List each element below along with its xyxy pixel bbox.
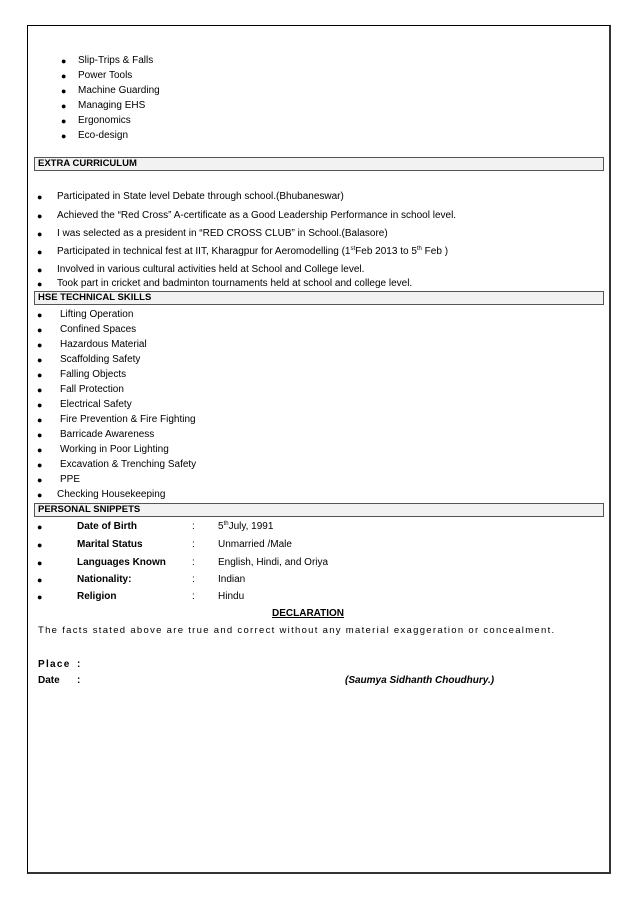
dob-rest: July, 1991 [228, 521, 274, 532]
bullet-icon: ● [37, 355, 43, 365]
bullet-icon: ● [37, 340, 43, 350]
list-item: Took part in cricket and badminton tournaments held at school and college level. [57, 278, 413, 289]
bullet-icon: ● [37, 415, 43, 425]
languages-label: Languages Known [77, 557, 166, 568]
dob-day: 5 [218, 521, 224, 532]
list-item: Checking Housekeeping [57, 489, 166, 500]
declaration-title: DECLARATION [272, 608, 345, 619]
list-item: Barricade Awareness [60, 429, 155, 440]
list-item: Power Tools [78, 70, 133, 81]
bullet-icon: ● [37, 211, 43, 221]
bullet-icon: ● [37, 385, 43, 395]
list-item: PPE [60, 474, 81, 485]
bullet-icon: ● [61, 101, 67, 111]
bullet-icon: ● [61, 71, 67, 81]
iit-suffix: Feb ) [421, 246, 449, 257]
list-item: Scaffolding Safety [60, 354, 141, 365]
section-heading-extra-curriculum: EXTRA CURRICULUM [34, 157, 604, 171]
bullet-icon: ● [37, 490, 43, 500]
bullet-icon: ● [37, 558, 43, 568]
separator-colon: : [192, 521, 195, 532]
date-label: Date [38, 675, 60, 686]
bullet-icon: ● [61, 56, 67, 66]
dob-sup: th [223, 521, 229, 527]
languages-value: English, Hindi, and Oriya [218, 557, 329, 568]
list-item: Machine Guarding [78, 85, 160, 96]
separator-colon: : [192, 574, 195, 585]
bullet-icon: ● [37, 575, 43, 585]
bullet-icon: ● [37, 370, 43, 380]
list-item: Falling Objects [60, 369, 127, 380]
list-item: Fire Prevention & Fire Fighting [60, 414, 196, 425]
bullet-icon: ● [37, 310, 43, 320]
religion-value: Hindu [218, 591, 245, 602]
dob-label: Date of Birth [77, 521, 137, 532]
list-item: Ergonomics [78, 115, 131, 126]
list-item: Involved in various cultural activities held at School and College level. [57, 264, 365, 275]
bullet-icon: ● [37, 475, 43, 485]
religion-label: Religion [77, 591, 117, 602]
bullet-icon: ● [37, 460, 43, 470]
iit-sup-1: st [350, 246, 356, 252]
bullet-icon: ● [37, 247, 43, 257]
bullet-icon: ● [37, 265, 43, 275]
bullet-icon: ● [37, 445, 43, 455]
bullet-icon: ● [37, 430, 43, 440]
dob-value [218, 521, 273, 533]
list-item: Confined Spaces [60, 324, 137, 335]
list-item: Fall Protection [60, 384, 124, 395]
section-heading-hse-skills: HSE TECHNICAL SKILLS [34, 291, 604, 305]
declaration-text: The facts stated above are true and correct without any material exaggeration or concealment. [38, 625, 556, 636]
marital-value: Unmarried /Male [218, 539, 292, 550]
iit-prefix: Participated in technical fest at IIT, Kharagpur for Aeromodelling (1 [57, 246, 351, 257]
bullet-icon: ● [37, 229, 43, 239]
bullet-icon: ● [37, 279, 43, 289]
section-heading-personal: PERSONAL SNIPPETS [34, 503, 604, 517]
marital-label: Marital Status [77, 539, 143, 550]
list-item: Working in Poor Lighting [60, 444, 169, 455]
list-item: Achieved the “Red Cross” A-certificate as a Good Leadership Performance in school level. [57, 210, 457, 221]
date-colon: : [77, 675, 81, 686]
list-item: Participated in State level Debate through school.(Bhubaneswar) [57, 191, 344, 202]
bullet-icon: ● [37, 592, 43, 602]
bullet-icon: ● [37, 400, 43, 410]
bullet-icon: ● [37, 522, 43, 532]
signature: (Saumya Sidhanth Choudhury.) [345, 675, 495, 686]
iit-middle: Feb 2013 to 5 [355, 246, 417, 257]
list-item: Electrical Safety [60, 399, 132, 410]
list-item-iit [57, 246, 448, 258]
bullet-icon: ● [37, 192, 43, 202]
nationality-label: Nationality: [77, 574, 132, 585]
nationality-value: Indian [218, 574, 246, 585]
bullet-icon: ● [61, 86, 67, 96]
list-item: Lifting Operation [60, 309, 134, 320]
place-colon: : [77, 659, 81, 670]
place-label: Place [38, 659, 71, 670]
list-item: Hazardous Material [60, 339, 147, 350]
list-item: Slip-Trips & Falls [78, 55, 154, 66]
bullet-icon: ● [37, 325, 43, 335]
separator-colon: : [192, 591, 195, 602]
list-item: Excavation & Trenching Safety [60, 459, 197, 470]
separator-colon: : [192, 539, 195, 550]
bullet-icon: ● [37, 540, 43, 550]
separator-colon: : [192, 557, 195, 568]
list-item: I was selected as a president in “RED CROSS CLUB” in School.(Balasore) [57, 228, 388, 239]
list-item: Managing EHS [78, 100, 146, 111]
bullet-icon: ● [61, 131, 67, 141]
bullet-icon: ● [61, 116, 67, 126]
list-item: Eco-design [78, 130, 129, 141]
iit-sup-2: th [416, 246, 422, 252]
